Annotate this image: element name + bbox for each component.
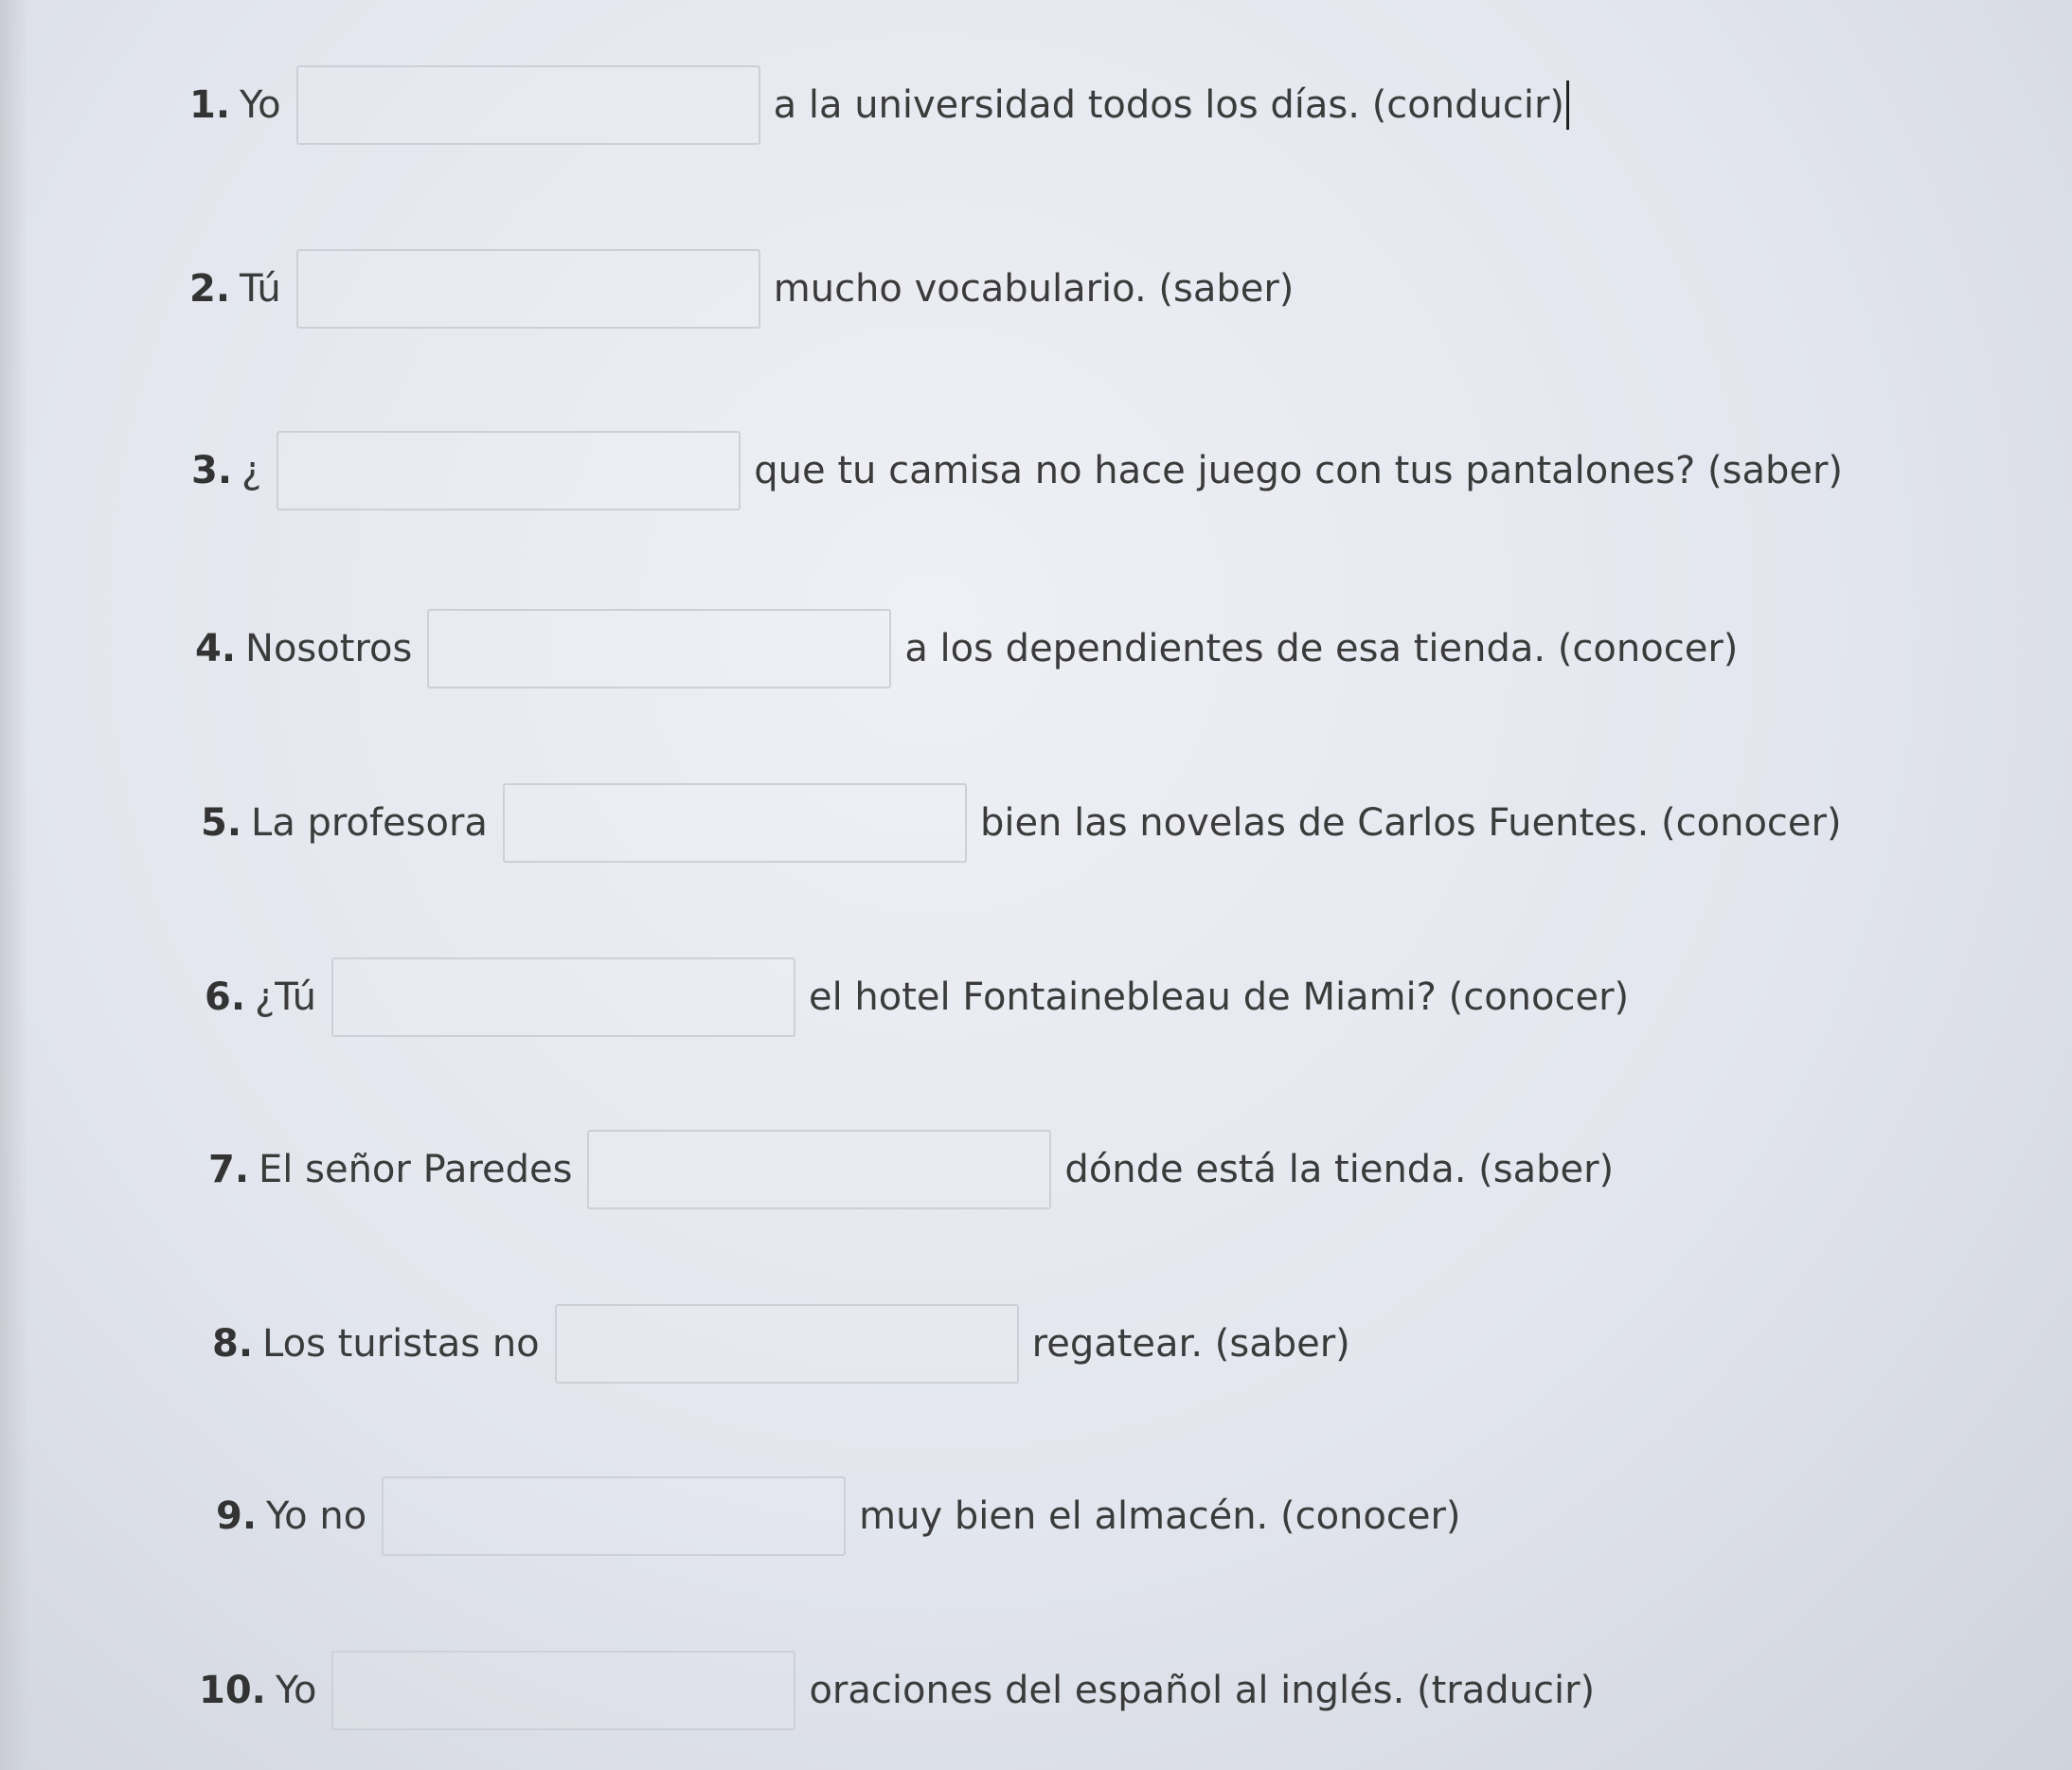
exercise-tail-text: el hotel Fontainebleau de Miami? (conocer): [808, 975, 1630, 1019]
exercise-lead-text: Yo: [240, 83, 281, 127]
exercise-number: 4.: [195, 627, 237, 670]
exercise-lead-text: ¿: [241, 449, 262, 492]
text-cursor: [1566, 80, 1569, 130]
exercise-lead-text: El señor Paredes: [259, 1148, 573, 1191]
exercise-lead-text: Yo: [275, 1669, 317, 1712]
exercise-tail-text: dónde está la tienda. (saber): [1064, 1148, 1615, 1191]
exercise-number: 1.: [189, 83, 231, 127]
exercise-tail-text: oraciones del español al inglés. (traducir): [809, 1669, 1596, 1712]
exercise-8: [212, 1301, 1350, 1386]
exercise-5: [201, 780, 1842, 866]
answer-input-7[interactable]: [587, 1130, 1051, 1209]
exercise-tail-text: que tu camisa no hace juego con tus pantalones? (saber): [754, 449, 1844, 492]
answer-input-8[interactable]: [555, 1304, 1019, 1384]
answer-input-4[interactable]: [427, 609, 891, 688]
exercise-number: 9.: [216, 1494, 258, 1538]
exercise-9: [216, 1474, 1461, 1559]
exercise-number: 10.: [199, 1669, 266, 1712]
answer-input-10[interactable]: [331, 1651, 795, 1730]
exercise-lead-text: ¿Tú: [255, 975, 316, 1019]
exercise-2: [189, 246, 1294, 331]
answer-input-6[interactable]: [331, 957, 795, 1037]
exercise-tail-text: a la universidad todos los días. (conducir): [773, 83, 1565, 127]
answer-input-9[interactable]: [382, 1476, 846, 1556]
answer-input-3[interactable]: [277, 431, 741, 510]
exercise-number: 3.: [191, 449, 233, 492]
exercise-lead-text: Tú: [240, 267, 281, 311]
exercise-lead-text: Los turistas no: [262, 1322, 540, 1366]
exercise-tail-text: bien las novelas de Carlos Fuentes. (conocer): [979, 801, 1842, 845]
exercise-tail-text: muy bien el almacén. (conocer): [859, 1494, 1461, 1538]
exercise-10: [199, 1648, 1595, 1733]
exercise-tail-text: regatear. (saber): [1031, 1322, 1350, 1366]
answer-input-5[interactable]: [503, 783, 967, 863]
exercise-lead-text: Nosotros: [245, 627, 413, 670]
exercise-1: [189, 63, 1569, 148]
exercise-tail-text: mucho vocabulario. (saber): [773, 267, 1295, 311]
exercise-number: 2.: [189, 267, 231, 311]
exercise-tail-text: a los dependientes de esa tienda. (conocer): [904, 627, 1739, 670]
exercise-number: 6.: [205, 975, 246, 1019]
answer-input-2[interactable]: [296, 249, 760, 329]
exercise-number: 5.: [201, 801, 242, 845]
exercise-3: [191, 428, 1843, 513]
exercise-lead-text: La profesora: [251, 801, 488, 845]
exercise-lead-text: Yo no: [266, 1494, 367, 1538]
exercise-number: 7.: [208, 1148, 250, 1191]
exercise-number: 8.: [212, 1322, 254, 1366]
exercise-6: [205, 955, 1629, 1040]
exercise-4: [195, 606, 1738, 691]
answer-input-1[interactable]: [296, 65, 760, 145]
exercise-7: [208, 1127, 1614, 1212]
